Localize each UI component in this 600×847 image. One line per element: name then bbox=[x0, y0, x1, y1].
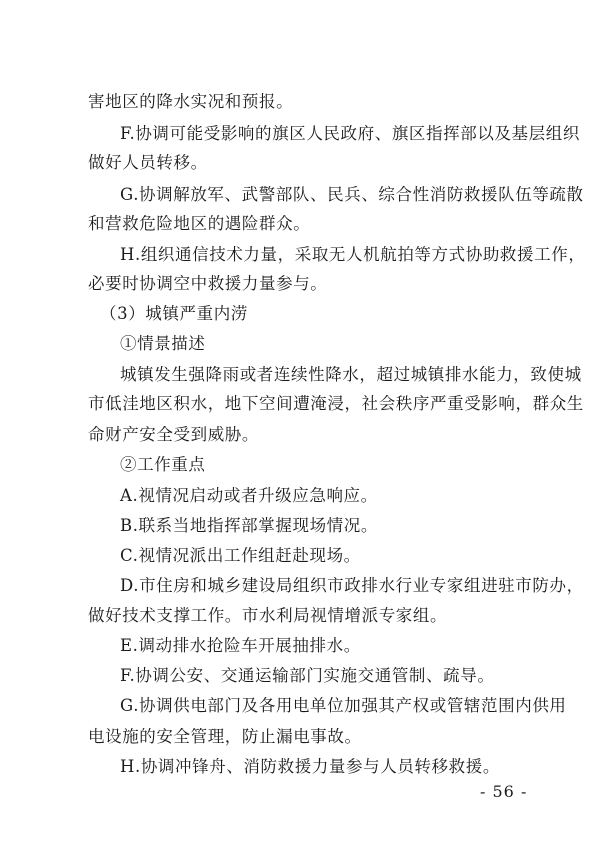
item-h-line-1: H.组织通信技术力量，采取无人机航拍等方式协助救援工作， bbox=[120, 245, 586, 264]
task-h: H.协调冲锋舟、消防救援力量参与人员转移救援。 bbox=[120, 757, 500, 776]
item-g-line-2: 和营救危险地区的遇险群众。 bbox=[88, 214, 311, 233]
item-g-line-1: G.协调解放军、武警部队、民兵、综合性消防救援队伍等疏散 bbox=[120, 185, 584, 204]
text-line-continuation: 害地区的降水实况和预报。 bbox=[88, 92, 294, 111]
scenario-line-3: 命财产安全受到威胁。 bbox=[88, 425, 259, 444]
task-g-line-1: G.协调供电部门及各用电单位加强其产权或管辖范围内供用 bbox=[120, 696, 567, 715]
item-f-line-2: 做好人员转移。 bbox=[88, 153, 208, 172]
scenario-line-1: 城镇发生强降雨或者连续性降水，超过城镇排水能力，致使城 bbox=[120, 365, 582, 384]
task-g-line-2: 电设施的安全管理，防止漏电事故。 bbox=[88, 727, 362, 746]
item-f-line-1: F.协调可能受影响的旗区人民政府、旗区指挥部以及基层组织 bbox=[120, 124, 580, 143]
subheading-key-tasks: ②工作重点 bbox=[120, 455, 206, 474]
task-d-line-1: D.市住房和城乡建设局组织市政排水行业专家组进驻市防办， bbox=[120, 576, 584, 595]
task-f: F.协调公安、交通运输部门实施交通管制、疏导。 bbox=[120, 666, 495, 685]
page-number: - 56 - bbox=[480, 782, 528, 801]
item-h-line-2: 必要时协调空中救援力量参与。 bbox=[88, 274, 328, 293]
section-heading: （3）城镇严重内涝 bbox=[100, 304, 248, 323]
scenario-line-2: 市低洼地区积水，地下空间遭淹浸，社会秩序严重受影响，群众生 bbox=[88, 394, 584, 413]
task-a: A.视情况启动或者升级应急响应。 bbox=[120, 486, 378, 505]
task-c: C.视情况派出工作组赶赴现场。 bbox=[120, 546, 361, 565]
task-d-line-2: 做好技术支撑工作。市水利局视情增派专家组。 bbox=[88, 606, 448, 625]
task-e: E.调动排水抢险车开展抽排水。 bbox=[120, 636, 361, 655]
subheading-scenario: ①情景描述 bbox=[120, 334, 206, 353]
task-b: B.联系当地指挥部掌握现场情况。 bbox=[120, 516, 378, 535]
